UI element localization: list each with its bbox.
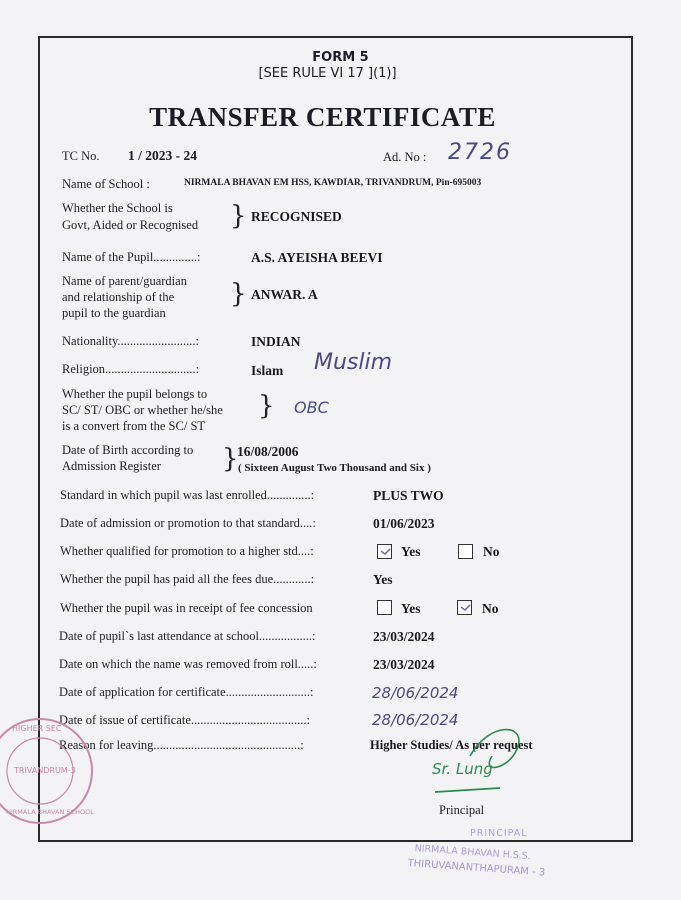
removed-label: Date on which the name was removed from roll.....: [59, 657, 317, 671]
religion-label: Religion.............................: [62, 362, 200, 376]
school-type-label-2: Govt, Aided or Recognised [62, 218, 199, 232]
promotion-yes-label: Yes [401, 544, 421, 559]
admission-date-value: 01/06/2023 [373, 516, 435, 531]
pupil-label: Name of the Pupil..............: [62, 250, 201, 264]
seal-middle-text: TRIVANDRUM-3 [14, 766, 76, 775]
form-title: FORM 5 [312, 50, 369, 65]
school-label: Name of School : [62, 177, 150, 191]
principal-stamp-line-3: THIRUVANANTHAPURAM - 3 [407, 858, 546, 879]
school-type-value: RECOGNISED [251, 209, 342, 224]
school-seal [0, 716, 103, 826]
concession-yes-checkbox[interactable] [377, 600, 392, 615]
brace: } [222, 444, 239, 474]
application-label: Date of application for certificate...........................: [59, 685, 314, 699]
religion-value: Islam [251, 363, 284, 378]
pupil-name: A.S. AYEISHA BEEVI [251, 250, 383, 265]
seal-top-text: HIGHER SEC [12, 724, 62, 733]
principal-signature: Sr. Lung [432, 760, 493, 778]
promotion-yes-checkbox[interactable] [377, 544, 392, 559]
dob-label-1: Date of Birth according to [62, 443, 194, 457]
issue-label: Date of issue of certificate.....................................: [59, 713, 310, 727]
checkmark-icon [458, 601, 473, 616]
reason-label: Reason for leaving...............................................: [59, 738, 304, 752]
tc-label: TC No. [62, 149, 100, 163]
principal-label: Principal [439, 803, 485, 817]
concession-no-checkbox[interactable] [457, 600, 472, 615]
tc-number: 1 / 2023 - 24 [128, 148, 197, 163]
guardian-name: ANWAR. A [251, 287, 318, 302]
signature-strokes [430, 716, 560, 796]
seal-bottom-text: NIRMALA BHAVAN SCHOOL [6, 808, 94, 816]
concession-label: Whether the pupil was in receipt of fee concession [60, 601, 313, 615]
dob-value: 16/08/2006 [237, 444, 299, 459]
last-attendance-label: Date of pupil`s last attendance at school.................: [59, 629, 316, 643]
school-type-label-1: Whether the School is [62, 201, 173, 215]
guardian-label-2: and relationship of the [62, 290, 175, 304]
rule-reference: [SEE RULE VI 17 ](1)] [258, 66, 397, 81]
admission-date-label: Date of admission or promotion to that standard....: [60, 516, 316, 530]
admission-number: 2726 [448, 140, 512, 165]
brace: } [258, 391, 275, 421]
principal-stamp-line-2: NIRMALA BHAVAN H.S.S. [414, 843, 532, 863]
promotion-no-label: No [483, 544, 500, 559]
issue-date: 28/06/2024 [372, 711, 459, 729]
checkmark-icon [378, 545, 393, 560]
dob-label-2: Admission Register [62, 459, 161, 473]
principal-stamp-line-1: PRINCIPAL [470, 828, 528, 839]
category-label-1: Whether the pupil belongs to [62, 387, 208, 401]
admission-label: Ad. No : [383, 150, 427, 164]
application-date: 28/06/2024 [372, 684, 459, 702]
reason-value: Higher Studies/ As per request [370, 738, 533, 752]
fees-label: Whether the pupil has paid all the fees due............: [60, 572, 315, 586]
standard-value: PLUS TWO [373, 488, 444, 503]
removed-value: 23/03/2024 [373, 657, 435, 672]
promotion-label: Whether qualified for promotion to a higher std....: [60, 544, 314, 558]
category-label-3: is a convert from the SC/ ST [62, 419, 206, 433]
guardian-label-1: Name of parent/guardian [62, 274, 187, 288]
page-title: TRANSFER CERTIFICATE [149, 102, 496, 132]
dob-words: ( Sixteen August Two Thousand and Six ) [238, 462, 431, 474]
brace: } [230, 201, 247, 231]
guardian-label-3: pupil to the guardian [62, 306, 166, 320]
school-name: NIRMALA BHAVAN EM HSS, KAWDIAR, TRIVANDRUM, Pin-695003 [184, 178, 482, 188]
last-attendance-value: 23/03/2024 [373, 629, 435, 644]
brace: } [230, 279, 247, 309]
standard-label: Standard in which pupil was last enrolled..............: [60, 488, 315, 502]
fees-value: Yes [373, 572, 393, 587]
nationality-value: INDIAN [251, 334, 301, 349]
concession-yes-label: Yes [401, 601, 421, 616]
concession-no-label: No [482, 601, 499, 616]
religion-handwritten: Muslim [314, 350, 393, 375]
category-label-2: SC/ ST/ OBC or whether he/she [62, 403, 223, 417]
promotion-no-checkbox[interactable] [458, 544, 473, 559]
nationality-label: Nationality.........................: [62, 334, 200, 348]
category-value: OBC [294, 398, 329, 417]
